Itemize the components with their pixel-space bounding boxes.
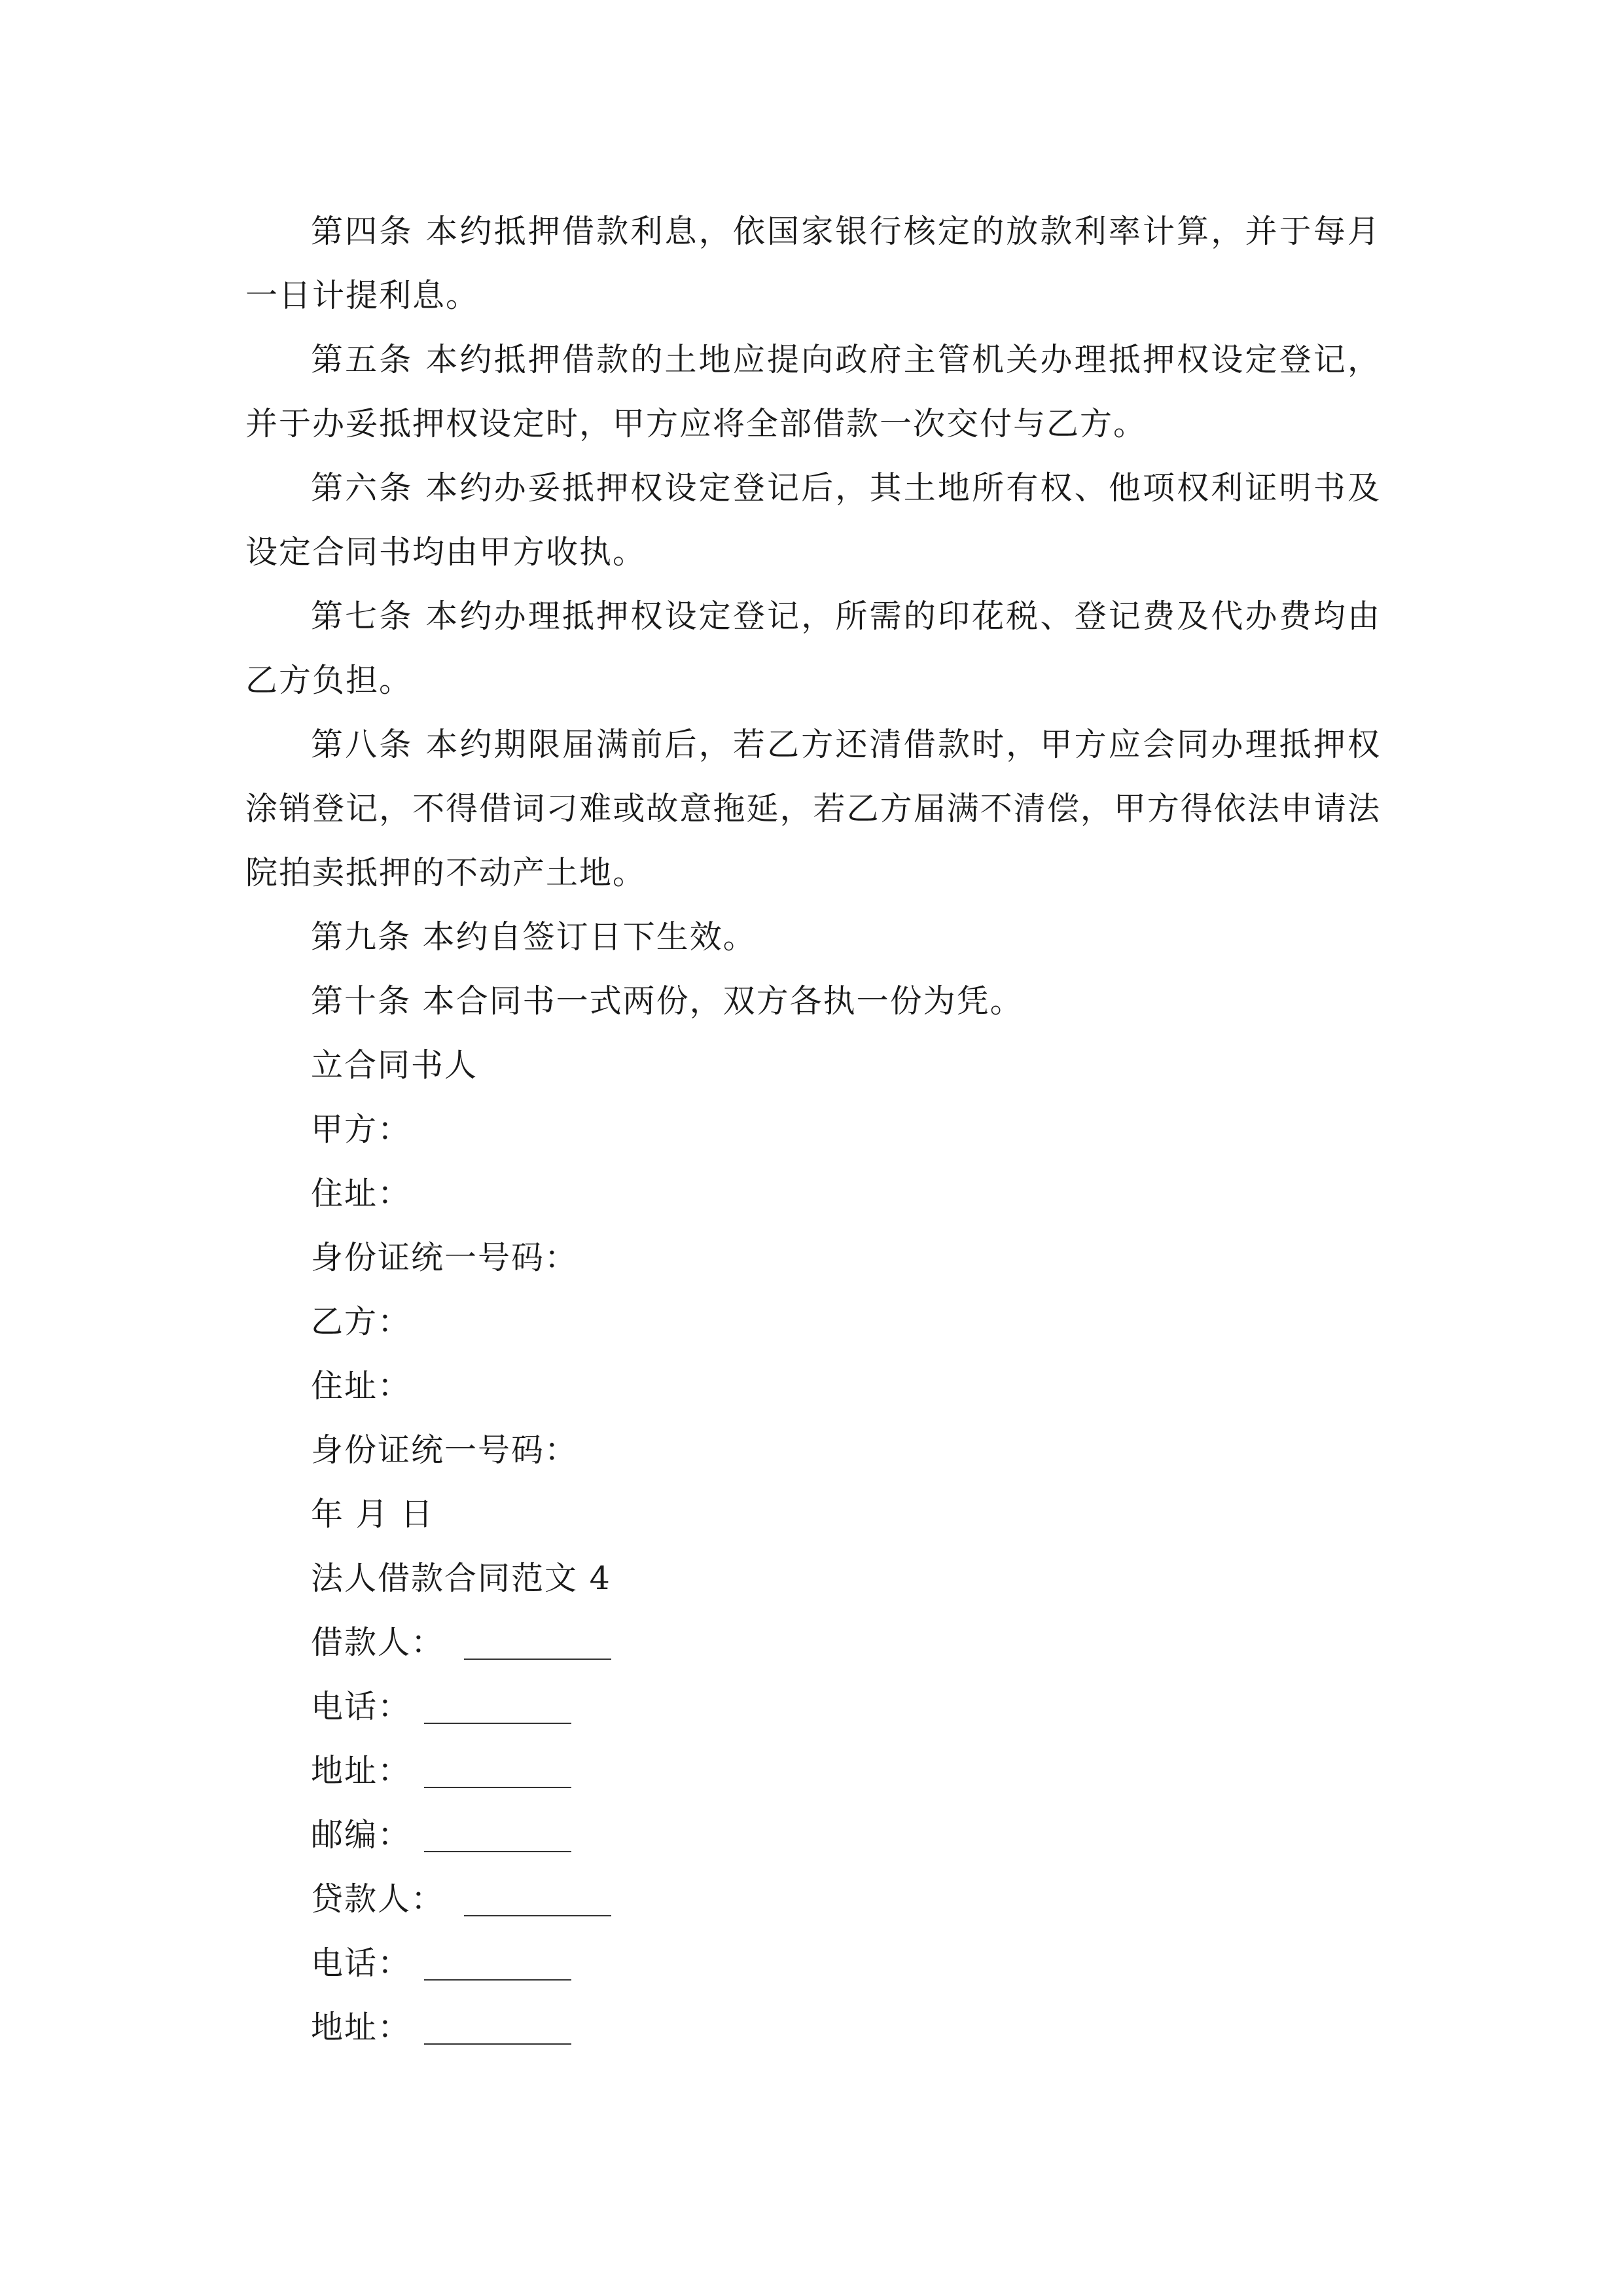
article-9: 第九条 本约自签订日下生效。 [311, 918, 757, 956]
lender-phone-label: 电话： [311, 1945, 412, 1982]
party-a-label: 甲方： [311, 1111, 412, 1148]
borrower-address-field [245, 1739, 1381, 1803]
borrower-postcode-blank-line [424, 1851, 571, 1852]
signature-date: 年 月 日 [311, 1496, 435, 1533]
borrower-address-label: 地址： [311, 1752, 412, 1789]
borrower-address-blank-line [424, 1787, 571, 1788]
borrower-blank-line [464, 1659, 611, 1660]
lender-label: 贷款人： [311, 1880, 445, 1918]
article-6: 第六条 本约办妥抵押权设定登记后，其土地所有权、他项权利证明书及设定合同书均由甲方收执。 [245, 469, 1381, 571]
party-b-address-label: 住址： [311, 1367, 412, 1405]
signature-heading: 立合同书人 [311, 1047, 478, 1084]
lender-field [245, 1867, 1381, 1931]
lender-blank-line [464, 1915, 611, 1916]
party-a-address-label: 住址： [311, 1175, 412, 1212]
borrower-phone-field [245, 1675, 1381, 1739]
article-5: 第五条 本约抵押借款的土地应提向政府主管机关办理抵押权设定登记，并于办妥抵押权设定时，甲方应将全部借款一次交付与乙方。 [245, 341, 1381, 442]
borrower-phone-label: 电话： [311, 1688, 412, 1725]
article-4: 第四条 本约抵押借款利息，依国家银行核定的放款利率计算，并于每月一日计提利息。 [245, 213, 1381, 314]
article-7: 第七条 本约办理抵押权设定登记，所需的印花税、登记费及代办费均由乙方负担。 [245, 598, 1381, 699]
sample-4-title: 法人借款合同范文 4 [311, 1560, 611, 1597]
borrower-phone-blank-line [424, 1723, 571, 1724]
lender-address-blank-line [424, 2043, 571, 2045]
borrower-field [245, 1611, 1381, 1675]
article-8: 第八条 本约期限届满前后，若乙方还清借款时，甲方应会同办理抵押权涂销登记，不得借词刁难或故意拖延，若乙方届满不清偿，甲方得依法申请法院拍卖抵押的不动产土地。 [245, 726, 1381, 891]
lender-address-label: 地址： [311, 2009, 412, 2046]
document-body [245, 200, 1381, 2060]
lender-phone-field [245, 1931, 1381, 1996]
party-a-id-label: 身份证统一号码： [311, 1239, 579, 1276]
lender-address-field [245, 1996, 1381, 2060]
borrower-postcode-label: 邮编： [311, 1816, 412, 1854]
lender-phone-blank-line [424, 1979, 571, 1981]
article-10: 第十条 本合同书一式两份，双方各执一份为凭。 [311, 982, 1024, 1020]
borrower-label: 借款人： [311, 1624, 445, 1661]
party-b-label: 乙方： [311, 1303, 412, 1340]
party-b-id-label: 身份证统一号码： [311, 1431, 579, 1469]
borrower-postcode-field [245, 1803, 1381, 1867]
